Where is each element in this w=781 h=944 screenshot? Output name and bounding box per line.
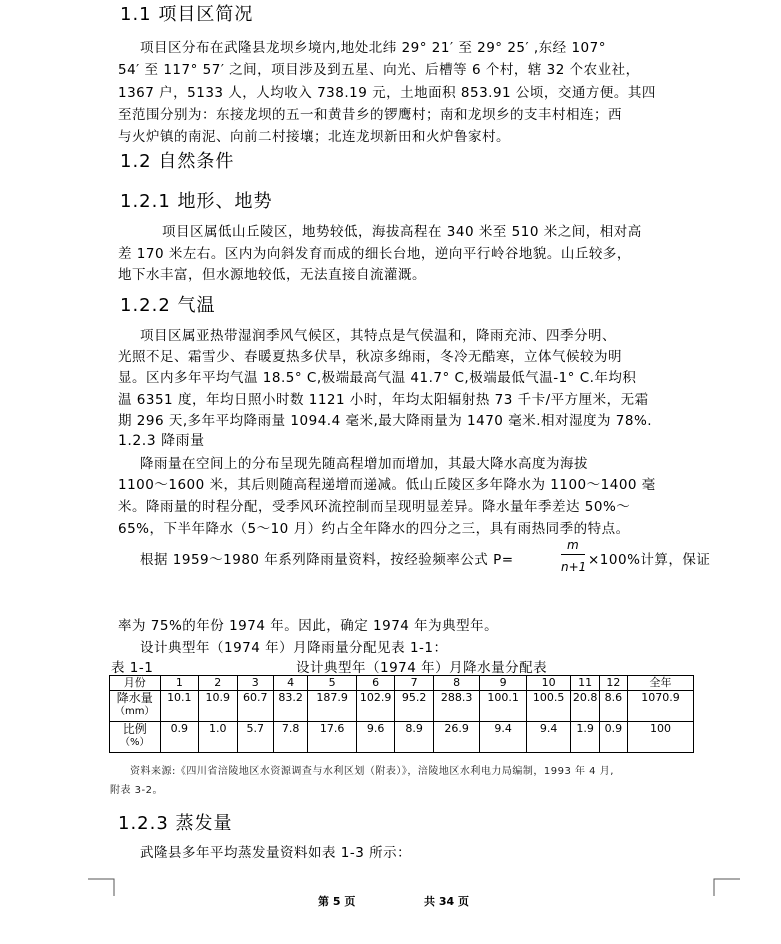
table-cell: 20.8	[571, 691, 599, 722]
table-header-month: 9	[480, 676, 527, 691]
section-1-1-line-5: 与火炉镇的南泥、向前二村接壤；北连龙坝新田和火炉鲁家村。	[118, 129, 510, 145]
section-1-2-2-line-4: 温 6351 度，年均日照小时数 1121 小时，年均太阳辐射热 73 千卡/平方厘米，无霜	[118, 392, 649, 408]
footer-page-number: 第 5 页	[318, 895, 356, 908]
section-1-1-line-4: 至范围分别为：东接龙坝的五一和黄昔乡的锣鹰村；南和龙坝乡的支丰村相连；西	[118, 107, 622, 123]
section-1-2-2-line-5: 期 296 天,多年平均降雨量 1094.4 毫米,最大降雨量为 1470 毫米.相对湿度为 78%.	[118, 413, 653, 429]
table-header-month: 5	[308, 676, 357, 691]
source-note-line-1: 资料来源:《四川省涪陵地区水资源调查与水利区划（附表）》，涪陵地区水利电力局编制，1993 年 4 月,	[130, 766, 614, 777]
table-header-month: 1	[160, 676, 198, 691]
frequency-line: 率为 75%的年份 1974 年。因此，确定 1974 年为典型年。	[118, 618, 499, 634]
table-row-ratio	[110, 722, 694, 753]
table-cell: 288.3	[433, 691, 480, 722]
table-cell: 102.9	[356, 691, 394, 722]
formula-fraction-bar	[561, 554, 585, 555]
page-corner-mark-left	[88, 876, 118, 896]
table-cell: 9.4	[526, 722, 571, 753]
table-header-month: 3	[237, 676, 273, 691]
table-row-label	[110, 691, 161, 722]
table-row-label	[110, 722, 161, 753]
formula-tail: ×100%计算，保证	[588, 552, 711, 568]
section-1-1-line-3: 1367 户，5133 人，人均收入 738.19 元，土地面积 853.91 公顷，交通方便。其四	[118, 85, 656, 101]
section-1-2-2-title: 1.2.2 气温	[120, 295, 216, 316]
section-1-2-3-evap-line: 武隆县多年平均蒸发量资料如表 1-3 所示：	[140, 845, 412, 861]
table-cell: 100.5	[526, 691, 571, 722]
table-header-month: 11	[571, 676, 599, 691]
section-1-1-title: 1.1 项目区简况	[120, 4, 254, 25]
table-label: 表 1-1	[111, 660, 154, 676]
page-corner-mark-right	[712, 876, 742, 896]
section-1-2-3-rain-line-3: 米。降雨量的时程分配，受季风环流控制而呈现明显差异。降水量年季差达 50%～	[118, 499, 631, 515]
table-row-rainfall	[110, 691, 694, 722]
section-1-2-1-line-3: 地下水丰富，但水源地较低，无法直接自流灌溉。	[118, 267, 426, 283]
table-cell: 0.9	[160, 722, 198, 753]
table-cell: 7.8	[273, 722, 307, 753]
table-cell: 9.6	[356, 722, 394, 753]
table-cell: 9.4	[480, 722, 527, 753]
table-cell: 10.9	[199, 691, 237, 722]
table-cell: 26.9	[433, 722, 480, 753]
section-1-2-2-line-1: 项目区属亚热带湿润季风气候区，其特点是气侯温和，降雨充沛、四季分明、	[140, 328, 616, 344]
table-cell: 1.0	[199, 722, 237, 753]
table-header-total: 全年	[628, 676, 694, 691]
table-cell: 17.6	[308, 722, 357, 753]
section-1-2-1-title: 1.2.1 地形、地势	[120, 191, 273, 212]
table-intro: 设计典型年（1974 年）月降雨量分配见表 1-1：	[140, 640, 448, 656]
table-header-month: 8	[433, 676, 480, 691]
table-header-month: 6	[356, 676, 394, 691]
table-header-label: 月份	[110, 676, 161, 691]
section-1-1-line-1: 项目区分布在武隆县龙坝乡境内,地处北纬 29° 21′ 至 29° 25′ ,东经 107°	[140, 40, 606, 56]
table-cell: 187.9	[308, 691, 357, 722]
section-1-2-2-line-3: 显。区内多年平均气温 18.5° C,极端最高气温 41.7° C,极端最低气温-1° C.年均积	[118, 370, 637, 386]
rainfall-table	[109, 675, 694, 753]
table-cell: 8.9	[395, 722, 433, 753]
formula-denominator: n+1	[561, 560, 587, 574]
table-header-month: 12	[599, 676, 627, 691]
section-1-2-3-rain-line-2: 1100～1600 米，其后则随高程递增而递减。低山丘陵区多年降水为 1100～1400 毫	[118, 477, 656, 493]
table-row-label-main: 降水量	[116, 691, 153, 705]
section-1-2-3-rain-title: 1.2.3 降雨量	[118, 433, 205, 449]
table-header-month: 2	[199, 676, 237, 691]
table-cell: 1070.9	[628, 691, 694, 722]
table-row-label-unit: （%）	[120, 737, 150, 748]
table-header-month: 7	[395, 676, 433, 691]
section-1-2-3-evap-title: 1.2.3 蒸发量	[118, 813, 233, 834]
table-row-label-main: 比例	[122, 722, 147, 736]
table-cell: 1.9	[571, 722, 599, 753]
footer-total-pages: 共 34 页	[424, 895, 469, 908]
section-1-2-2-line-2: 光照不足、霜雪少、春暖夏热多伏旱，秋凉多绵雨，冬冷无酷寒，立体气候较为明	[118, 349, 622, 365]
table-cell: 95.2	[395, 691, 433, 722]
table-cell: 100	[628, 722, 694, 753]
table-cell: 0.9	[599, 722, 627, 753]
table-cell: 100.1	[480, 691, 527, 722]
table-header-month: 10	[526, 676, 571, 691]
table-cell: 5.7	[237, 722, 273, 753]
table-header-row	[110, 676, 694, 691]
section-1-2-title: 1.2 自然条件	[120, 151, 235, 172]
formula-numerator: m	[567, 538, 579, 552]
section-1-2-3-rain-line-1: 降雨量在空间上的分布呈现先随高程增加而增加，其最大降水高度为海拔	[140, 456, 588, 472]
section-1-2-1-line-2: 差 170 米左右。区内为向斜发育而成的细长台地，逆向平行岭谷地貌。山丘较多，	[118, 246, 631, 262]
section-1-1-line-2: 54′ 至 117° 57′ 之间，项目涉及到五星、向光、后槽等 6 个村，辖 32 个农业社，	[118, 62, 640, 78]
formula-line: 根据 1959～1980 年系列降雨量资料，按经验频率公式 P=	[140, 552, 514, 568]
table-header-month: 4	[273, 676, 307, 691]
section-1-2-1-line-1: 项目区属低山丘陵区，地势较低，海拔高程在 340 米至 510 米之间，相对高	[162, 224, 642, 240]
section-1-2-3-rain-line-4: 65%，下半年降水（5～10 月）约占全年降水的四分之三，具有雨热同季的特点。	[118, 521, 630, 537]
table-title: 设计典型年（1974 年）月降水量分配表	[296, 660, 548, 676]
table-cell: 8.6	[599, 691, 627, 722]
table-row-label-unit: （mm）	[115, 706, 155, 717]
table-cell: 60.7	[237, 691, 273, 722]
source-note-line-2: 附表 3-2。	[110, 785, 164, 796]
table-cell: 83.2	[273, 691, 307, 722]
table-cell: 10.1	[160, 691, 198, 722]
